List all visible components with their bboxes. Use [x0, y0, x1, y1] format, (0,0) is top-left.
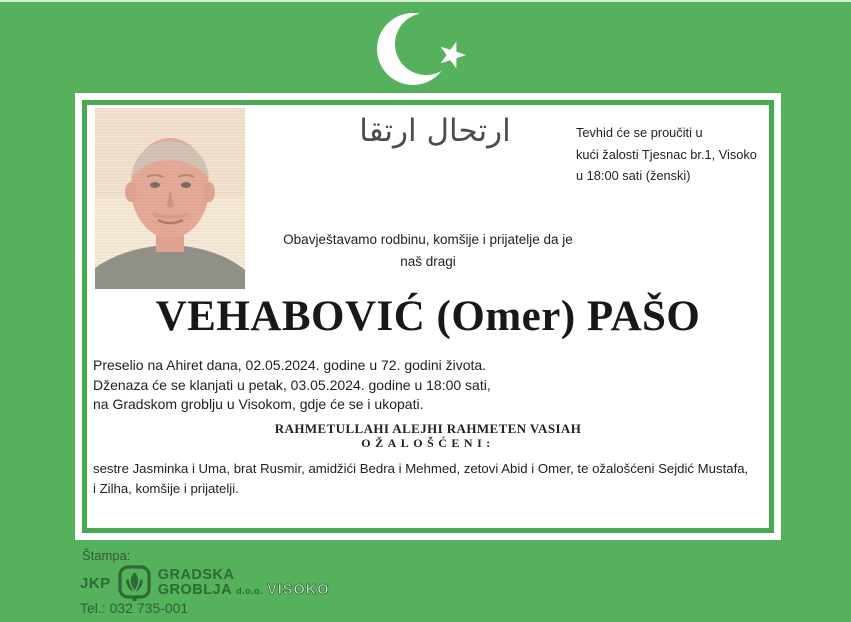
- funeral-details-line: Preselio na Ahiret dana, 02.05.2024. godine u 72. godini života.: [93, 357, 487, 373]
- prayer-line: RAHMETULLAHI ALEJHI RAHMETEN VASIAH: [274, 421, 582, 436]
- arabic-calligraphy: ارتحال ارتقا: [359, 113, 511, 149]
- tevhid-line: Tevhid će se proučiti u: [576, 125, 703, 140]
- funeral-details: [93, 356, 753, 415]
- mourners-line: sestre Jasminka i Uma, brat Rusmir, amidžići Bedra i Mehmed, zetovi Abid i Omer, te ožalošćeni Sejdić Mustafa,: [93, 461, 749, 476]
- funeral-details-line: na Gradskom groblju u Visokom, gdje će se i ukopati.: [93, 396, 424, 412]
- obituary-card: [75, 93, 781, 540]
- announcement: [75, 229, 781, 273]
- printer-name-line2-text: GROBLJA: [157, 581, 233, 598]
- printer-name-line2: [158, 583, 330, 599]
- printer-name-line1: GRADSKA: [157, 566, 235, 583]
- tevhid-line: kući žalosti Tjesnac br.1, Visoko: [576, 146, 757, 162]
- announcement-line: Obavještavamo rodbinu, komšije i prijatelje da je: [283, 232, 573, 247]
- printer-abbr: JKP: [80, 574, 111, 592]
- crescent-and-star-icon: [368, 5, 480, 93]
- tulip-emblem-icon: [117, 564, 152, 602]
- deceased-name: VEHABOVIĆ (Omer) PAŠO: [155, 293, 701, 340]
- mourners-list: [93, 459, 771, 499]
- stamp-label: Štampa:: [82, 548, 131, 563]
- printer-name: [158, 568, 330, 599]
- mourners-line: i Zilha, komšije i prijatelji.: [93, 481, 239, 496]
- tevhid-notice: [576, 122, 772, 187]
- announcement-line: naš dragi: [400, 254, 456, 269]
- printer-phone: Tel.: 032 735-001: [80, 600, 189, 616]
- scan-edge-artifact: [0, 0, 851, 2]
- mourners-heading: OŽALOŠĆENI:: [361, 436, 495, 450]
- printer-logo: [80, 564, 330, 602]
- printer-suffix: d.o.o.: [236, 585, 264, 596]
- funeral-details-line: Dženaza će se klanjati u petak, 03.05.2024. godine u 18:00 sati,: [93, 376, 491, 393]
- tevhid-line: u 18:00 sati (ženski): [576, 168, 691, 183]
- printer-city: VISOKO: [267, 581, 330, 598]
